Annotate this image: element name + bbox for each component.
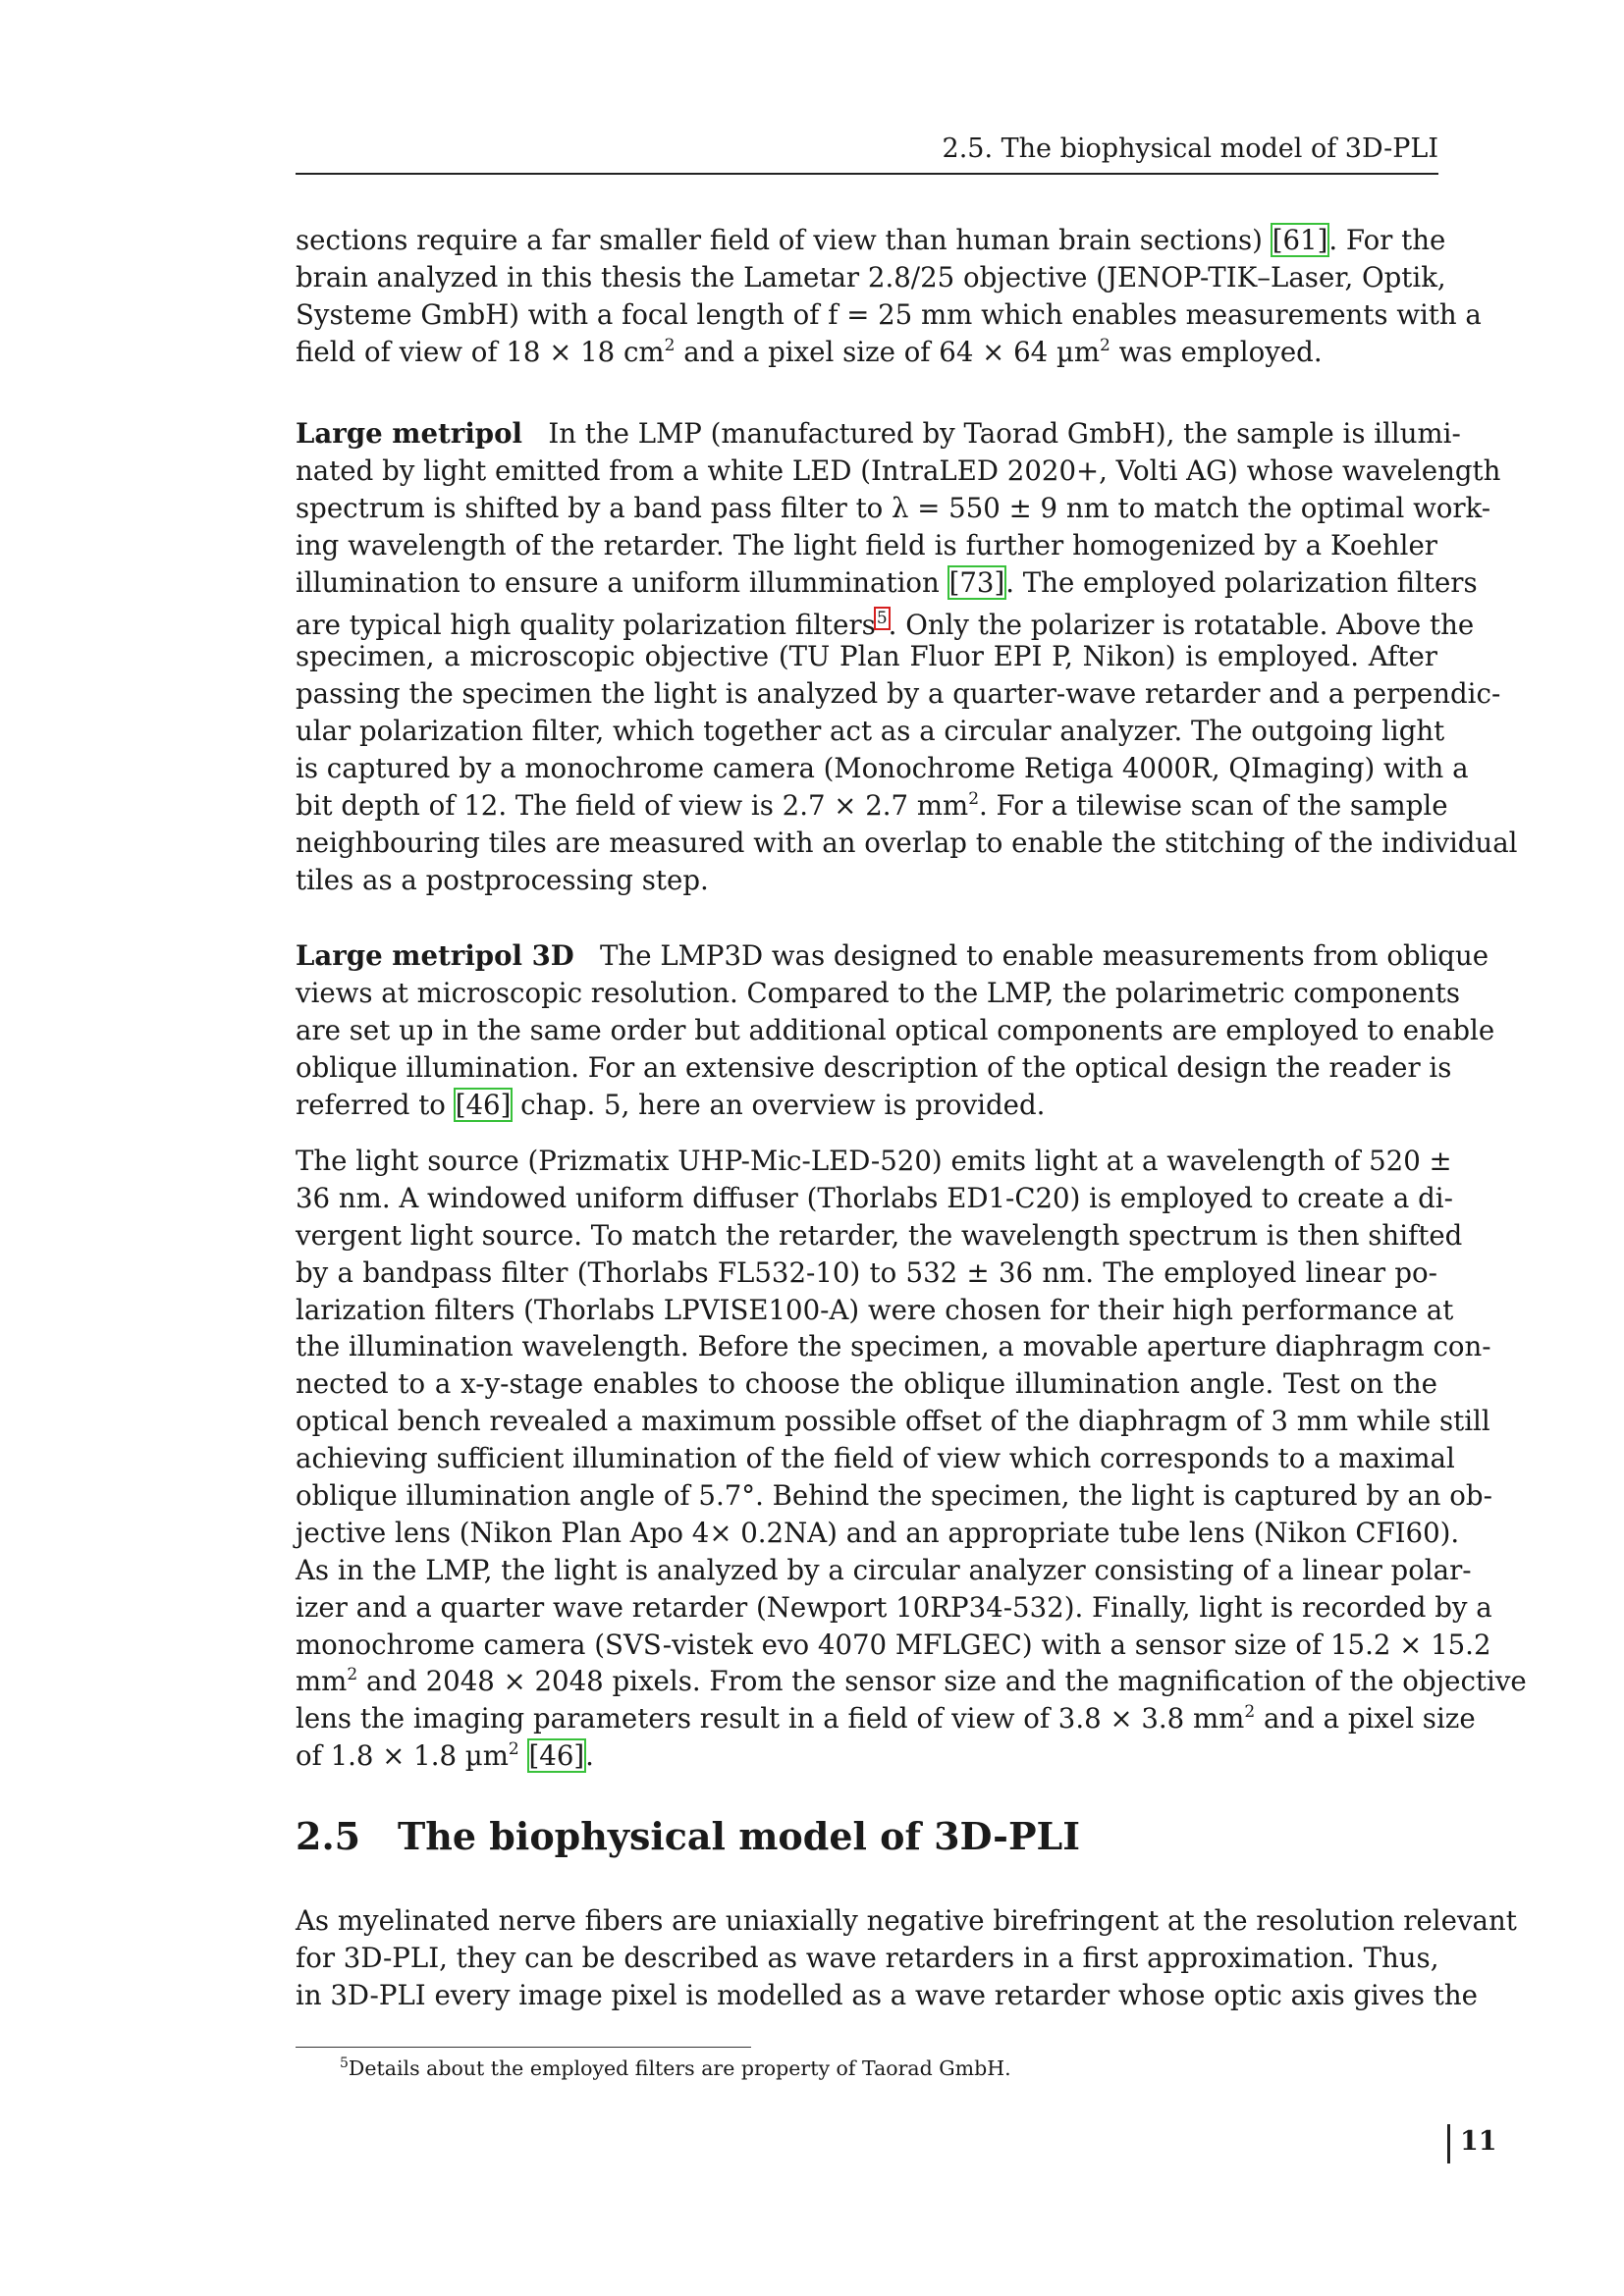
text-line: $mm^2$ and 2048 × 2048 pixels. From the sensor size and the magnification of the objective: [296, 1665, 1527, 1698]
text-line: jective lens (Nikon Plan Apo 4× 0.2NA) and an appropriate tube lens (Nikon CFI60).: [296, 1516, 1460, 1549]
text-line: brain analyzed in this thesis the Lametar 2.8/25 objective (JENOP-TIK–Laser, Optik,: [296, 260, 1446, 294]
page-number-bar: [1447, 2124, 1450, 2163]
text-line: for 3D-PLI, they can be described as wave retarders in a first approximation. Thus,: [296, 1941, 1439, 1974]
text-line: lens the imaging parameters result in a field of view of 3.8 × 3.8 $mm^2$ and a pixel size: [296, 1702, 1476, 1735]
text-line: As myelinated nerve fibers are uniaxially negative birefringent at the resolution relevant: [296, 1904, 1517, 1937]
text-line: izer and a quarter wave retarder (Newport 10RP34-532). Finally, light is recorded by a: [296, 1590, 1492, 1624]
text-line: achieving sufficient illumination of the field of view which corresponds to a maximal: [296, 1442, 1455, 1475]
text-line: field of view of 18 × 18 $cm^2$ and a pixel size of 64 × 64 µm$^2$ was employed.: [296, 335, 1323, 368]
text-line: optical bench revealed a maximum possible offset of the diaphragm of 3 mm while still: [296, 1405, 1490, 1438]
text-line: is captured by a monochrome camera (Monochrome Retiga 4000R, QImaging) with a: [296, 752, 1469, 785]
text-line: nected to a x-y-stage enables to choose the oblique illumination angle. Test on the: [296, 1367, 1437, 1401]
text-line: oblique illumination angle of 5.7°. Behind the specimen, the light is captured by an ob-: [296, 1479, 1492, 1513]
footnote-text: Details about the employed filters are property of Taorad GmbH.: [348, 2056, 1011, 2080]
paragraph-large-metripol-3d: [296, 937, 1495, 1123]
text-line: specimen, a microscopic objective (TU Plan Fluor EPI P, Nikon) is employed. After: [296, 640, 1437, 673]
citation-link[interactable]: [46]: [455, 1088, 512, 1121]
paragraph-title: Large metripol 3D: [296, 939, 574, 972]
text-line: illumination to ensure a uniform illummination [73]. The employed polarization filters: [296, 565, 1478, 599]
text-line: As in the LMP, the light is analyzed by a circular analyzer consisting of a linear polar-: [296, 1553, 1472, 1586]
text-line: ular polarization filter, which together act as a circular analyzer. The outgoing light: [296, 715, 1445, 748]
paragraph-biophysical-model: [296, 1902, 1517, 2014]
section-title: The biophysical model of 3D-PLI: [398, 1814, 1081, 1858]
section-number: 2.5: [296, 1814, 361, 1858]
text-line: Systeme GmbH) with a focal length of f = 25 mm which enables measurements with a: [296, 297, 1482, 331]
text-line: nated by light emitted from a white LED (IntraLED 2020+, Volti AG) whose wavelength: [296, 454, 1501, 487]
running-title: 2.5. The biophysical model of 3D-PLI: [942, 133, 1438, 164]
footnote-ref-link[interactable]: 5: [876, 609, 888, 629]
footnote-mark: 5: [340, 2056, 349, 2071]
text-line: are set up in the same order but additional optical components are employed to enable: [296, 1013, 1495, 1046]
text-line: passing the specimen the light is analyzed by a quarter-wave retarder and a perpendic-: [296, 677, 1501, 711]
text-line: are typical high quality polarization filters$^5$. Only the polarizer is rotatable. Above the: [296, 609, 1475, 642]
text-line: the illumination wavelength. Before the specimen, a movable aperture diaphragm con-: [296, 1330, 1491, 1363]
footnote-divider: [296, 2047, 751, 2048]
text-line: by a bandpass filter (Thorlabs FL532-10) to 532 ± 36 nm. The employed linear po-: [296, 1255, 1437, 1289]
text-line: oblique illumination. For an extensive description of the optical design the reader is: [296, 1050, 1452, 1084]
paragraph-light-source: [296, 1143, 1527, 1775]
text-line: larization filters (Thorlabs LPVISE100-A) were chosen for their high performance at: [296, 1293, 1454, 1326]
text-line: tiles as a postprocessing step.: [296, 863, 709, 896]
text-line: sections require a far smaller field of view than human brain sections) [61]. For the: [296, 224, 1446, 256]
footnote: [340, 2055, 1011, 2082]
paragraph-title: Large metripol: [296, 417, 522, 450]
text-line: Large metripol In the LMP (manufactured by Taorad GmbH), the sample is illumi-: [296, 417, 1461, 450]
citation-link[interactable]: [61]: [1272, 224, 1328, 256]
running-header: [296, 132, 1438, 175]
text-line: views at microscopic resolution. Compared to the LMP, the polarimetric components: [296, 976, 1461, 1009]
text-line: The light source (Prizmatix UHP-Mic-LED-520) emits light at a wavelength of 520 ±: [296, 1145, 1452, 1177]
page-number: 11: [1460, 2126, 1497, 2157]
text-line: monochrome camera (SVS-vistek evo 4070 MFLGEC) with a sensor size of 15.2 × 15.2: [296, 1628, 1491, 1661]
text-line: of 1.8 × 1.8 µm$^2$ [46].: [296, 1739, 594, 1773]
text-line: referred to [46] chap. 5, here an overview is provided.: [296, 1088, 1046, 1121]
section-heading: [296, 1814, 1080, 1859]
text-line: ing wavelength of the retarder. The light field is further homogenized by a Koehler: [296, 528, 1437, 561]
text-line: spectrum is shifted by a band pass filter to λ = 550 ± 9 nm to match the optimal work-: [296, 491, 1491, 524]
paragraph-large-metripol: [296, 415, 1518, 899]
paragraph-intro: [296, 222, 1482, 371]
text-line: 36 nm. A windowed uniform diffuser (Thorlabs ED1-C20) is employed to create a di-: [296, 1181, 1453, 1214]
text-line: neighbouring tiles are measured with an overlap to enable the stitching of the individual: [296, 826, 1518, 859]
citation-link[interactable]: [46]: [528, 1739, 585, 1773]
citation-link[interactable]: [73]: [948, 565, 1005, 599]
text-line: vergent light source. To match the retarder, the wavelength spectrum is then shifted: [296, 1218, 1463, 1252]
text-line: in 3D-PLI every image pixel is modelled as a wave retarder whose optic axis gives the: [296, 1978, 1478, 2011]
text-line: Large metripol 3D The LMP3D was designed to enable measurements from oblique: [296, 939, 1489, 972]
text-line: bit depth of 12. The field of view is 2.7 × 2.7 $mm^2$. For a tilewise scan of the sample: [296, 788, 1448, 822]
